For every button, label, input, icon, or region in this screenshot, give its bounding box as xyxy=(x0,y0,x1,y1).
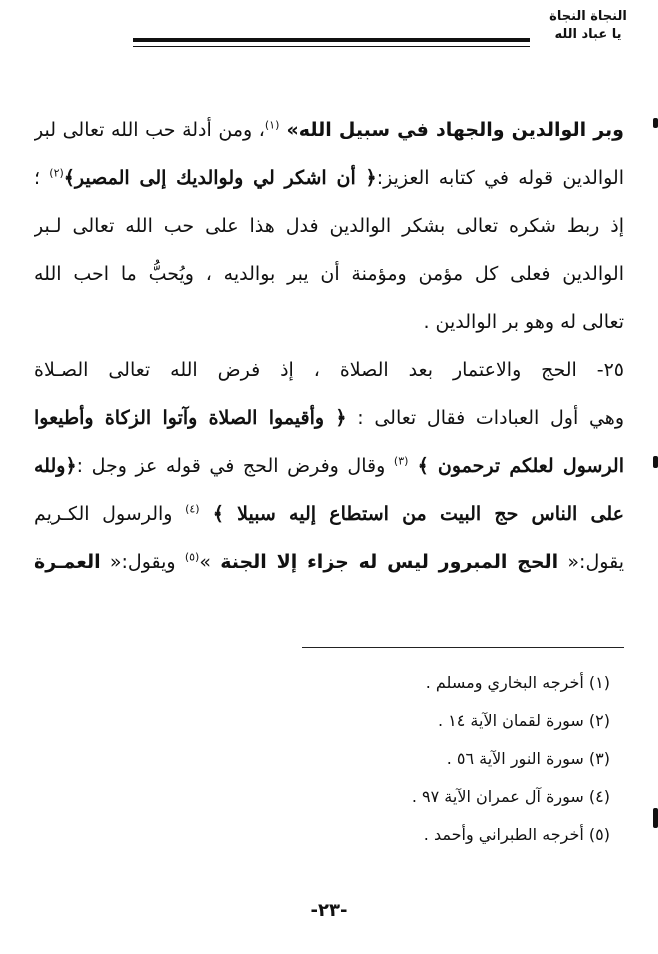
quran-quote: الرسول لعلكم ترحمون ﴾ xyxy=(408,455,624,477)
text-run: ؛ xyxy=(34,167,50,189)
header-rule-thick xyxy=(133,38,530,42)
scan-edge-mark xyxy=(653,456,658,468)
body-line xyxy=(34,490,624,538)
body-line xyxy=(34,298,624,346)
text-run: تعالى له وهو بر الوالدين . xyxy=(423,311,624,333)
footnote-ref: (٤) xyxy=(185,502,200,516)
body-line xyxy=(34,442,624,490)
text-run: الوالدين فعلى كل مؤمن ومؤمنة أن يبر بوالديه ، ويُحبُّ ما احب الله xyxy=(34,263,624,285)
quran-quote: ﴿ أن اشكر لي ولوالديك إلى المصير﴾ xyxy=(63,167,377,189)
scan-edge-mark xyxy=(653,808,658,828)
header-subtitle: يا عباد الله xyxy=(554,27,622,42)
body-line xyxy=(34,202,624,250)
text-run: ٢٥- الحج والاعتمار بعد الصلاة ، إذ فرض الله تعالى الصـلاة xyxy=(34,359,624,381)
text-run: يقول:« xyxy=(558,551,624,573)
footnote-ref: (٥) xyxy=(184,550,200,564)
body-line xyxy=(34,346,624,394)
footnote-item: (١) أخرجه البخاري ومسلم . xyxy=(425,673,610,692)
footnote-ref: (٣) xyxy=(393,454,409,468)
quran-quote: ﴿ولله xyxy=(34,455,77,477)
body-line xyxy=(34,250,624,298)
text-run: الحج المبرور ليس له جزاء إلا الجنة xyxy=(220,551,559,573)
footnotes xyxy=(210,664,610,854)
header-rule-thin xyxy=(133,46,530,47)
text-run: والرسول الكـريم xyxy=(34,503,186,525)
footnote-item: (٢) سورة لقمان الآية ١٤ . xyxy=(437,711,610,730)
body-text xyxy=(34,106,624,586)
page-number: -٢٣- xyxy=(310,900,348,921)
header-title: النجاة النجاة xyxy=(549,9,627,24)
text-run: وبر الوالدين والجهاد في سبيل الله» xyxy=(279,119,624,141)
quran-quote: ﴿ وأقيموا الصلاة وآتوا الزكاة وأطيعوا xyxy=(34,407,347,429)
footnote-item: (٥) أخرجه الطبراني وأحمد . xyxy=(423,825,610,844)
text-run: ويقول:« xyxy=(100,551,185,573)
footnote-separator xyxy=(302,647,624,648)
body-line xyxy=(34,154,624,202)
text-run: الوالدين قوله في كتابه العزيز: xyxy=(376,167,624,189)
text-run: ، ومن أدلة حب الله تعالى لبر xyxy=(34,119,265,141)
text-run: العمـرة xyxy=(34,551,101,573)
body-line xyxy=(34,538,624,586)
body-line xyxy=(34,106,624,154)
footnote-ref: (٢) xyxy=(49,166,64,180)
page-header xyxy=(0,8,658,68)
text-run: إذ ربط شكره تعالى بشكر الوالدين فدل هذا على حب الله تعالى لـبر xyxy=(34,215,624,237)
quran-quote: على الناس حج البيت من استطاع إليه سبيلا ﴾ xyxy=(199,503,624,525)
text-run: وهي أول العبادات فقال تعالى : xyxy=(346,407,624,429)
footnote-ref: (١) xyxy=(264,118,280,132)
text-run: وقال وفرض الحج في قوله عز وجل : xyxy=(76,455,394,477)
body-line xyxy=(34,394,624,442)
footnote-item: (٤) سورة آل عمران الآية ٩٧ . xyxy=(411,787,610,806)
scan-edge-mark xyxy=(653,118,658,128)
footnote-item: (٣) سورة النور الآية ٥٦ . xyxy=(446,749,610,768)
text-run: » xyxy=(199,551,221,573)
